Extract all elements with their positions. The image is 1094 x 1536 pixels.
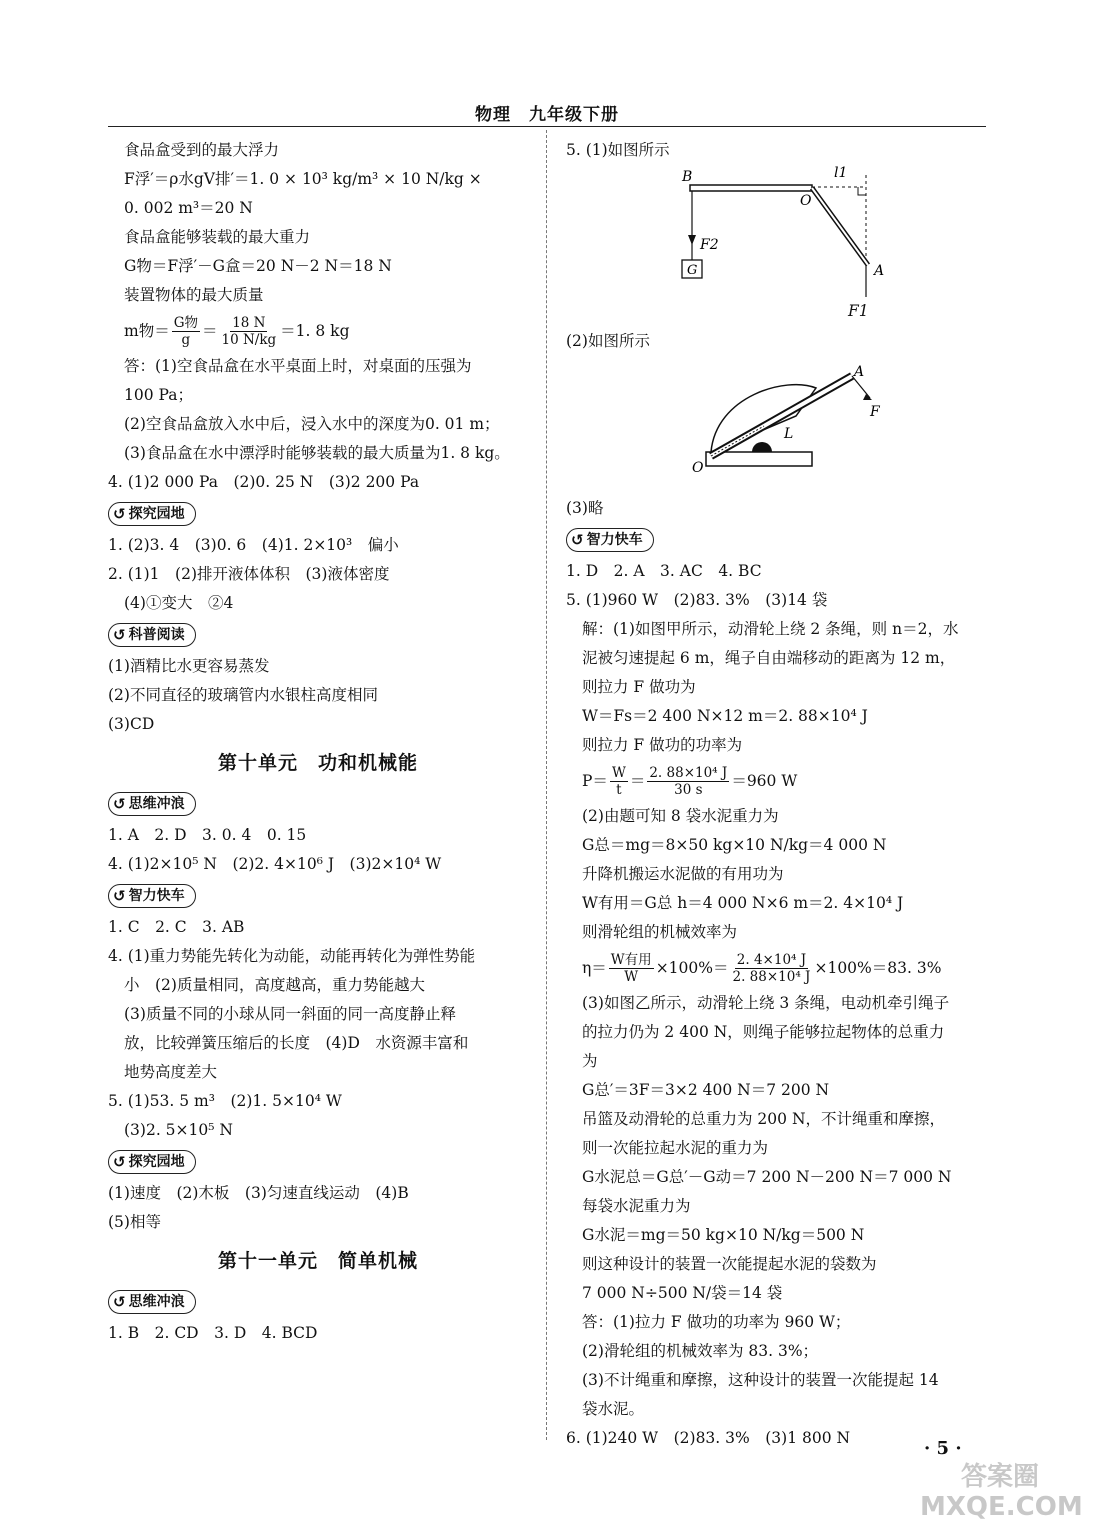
formula-rhs: ×100%＝83. 3% (814, 958, 942, 977)
formula-rhs: ＝960 W (731, 771, 798, 790)
answer-line: 解：(1)如图甲所示，动滑轮上绕 2 条绳，则 n＝2，水 (582, 620, 959, 638)
answer-line: (2)如图所示 (566, 332, 650, 350)
formula-eq: ＝ (629, 771, 646, 790)
answer-line: G总＝mg＝8×50 kg×10 N/kg＝4 000 N (582, 836, 887, 854)
answer-line: (2)不同直径的玻璃管内水银柱高度相同 (108, 686, 378, 704)
answer-line: 则拉力 F 做功的功率为 (582, 736, 743, 754)
answer-line: (2)滑轮组的机械效率为 83. 3%； (582, 1342, 819, 1360)
answer-line: 5. (1)53. 5 m³ (2)1. 5×10⁴ W (108, 1092, 342, 1110)
section-label: 智力快车 (128, 887, 185, 904)
section-badge (108, 618, 528, 652)
answer-line: (1)速度 (2)木板 (3)匀速直线运动 (4)B (108, 1184, 409, 1202)
answer-line: 装置物体的最大质量 (124, 286, 264, 304)
answer-line: 升降机搬运水泥做的有用功为 (582, 865, 784, 883)
answer-line: 100 Pa； (124, 386, 193, 404)
answer-line: 4. (1)重力势能先转化为动能，动能再转化为弹性势能 (108, 947, 476, 965)
denominator: 30 s (674, 781, 703, 798)
label-F: F (870, 404, 880, 420)
watermark (920, 1462, 1083, 1532)
watermark-line: MXQE.COM (920, 1492, 1083, 1522)
answer-line: 则一次能拉起水泥的重力为 (582, 1139, 769, 1157)
fraction (220, 315, 279, 348)
section-badge (566, 523, 986, 557)
answer-line: 4. (1)2 000 Pa (2)0. 25 N (3)2 200 Pa (108, 473, 420, 491)
section-label: 探究园地 (128, 505, 185, 522)
answer-line: 1. (2)3. 4 (3)0. 6 (4)1. 2×10³ 偏小 (108, 536, 399, 554)
fraction (610, 765, 628, 798)
section-label: 思维冲浪 (128, 795, 185, 812)
answer-line: 袋水泥。 (582, 1400, 645, 1418)
answer-line: 6. (1)240 W (2)83. 3% (3)1 800 N (566, 1429, 851, 1447)
right-angle-mark (858, 187, 866, 195)
answer-line: (3)质量不同的小球从同一斜面的同一高度静止释 (124, 1005, 456, 1023)
section-label: 科普阅读 (128, 626, 185, 643)
answer-line: (2)空食品盒放入水中后，浸入水中的深度为0. 01 m； (124, 415, 500, 433)
answer-line: 5. (1)960 W (2)83. 3% (3)14 袋 (566, 591, 828, 609)
answer-line: 放，比较弹簧压缩后的长度 (4)D 水资源丰富和 (124, 1034, 469, 1052)
formula-rhs: ＝1. 8 kg (280, 321, 350, 340)
fraction (731, 952, 813, 985)
lever-diagram-2 (566, 356, 986, 494)
fraction (647, 765, 729, 798)
label-L: L (784, 426, 794, 442)
answer-line: 1. D 2. A 3. AC 4. BC (566, 562, 762, 580)
answer-line: (3)2. 5×10⁵ N (124, 1121, 233, 1139)
answer-line: G水泥＝mg＝50 kg×10 N/kg＝500 N (582, 1226, 865, 1244)
answer-line: 则这种设计的装置一次能提起水泥的袋数为 (582, 1255, 877, 1273)
lever-figure-1 (566, 165, 986, 297)
curl-arrow-icon: ↺ (571, 530, 584, 549)
f2-arrowhead (688, 235, 696, 245)
section-badge (108, 497, 528, 531)
answer-line: G物＝F浮′－G盒＝20 N－2 N＝18 N (124, 257, 392, 275)
answer-line: 小 (2)质量相同，高度越高，重力势能越大 (124, 976, 425, 994)
label-l1: l1 (834, 165, 848, 181)
page-number: · 5 · (924, 1438, 962, 1459)
numerator: G物 (173, 314, 198, 331)
answer-line: 5. (1)如图所示 (566, 141, 670, 159)
section-label: 思维冲浪 (128, 1293, 185, 1310)
label-A: A (874, 263, 885, 279)
column-divider (546, 130, 547, 1440)
fig1-bottom (566, 297, 986, 327)
fraction (172, 315, 200, 348)
section-badge (108, 787, 528, 821)
curl-arrow-icon: ↺ (113, 886, 126, 905)
formula-power (566, 760, 986, 802)
fulcrum (752, 442, 772, 452)
answer-line: 1. C 2. C 3. AB (108, 918, 245, 936)
section-label: 探究园地 (128, 1153, 185, 1170)
formula-lhs: m物＝ (124, 321, 170, 340)
curl-arrow-icon: ↺ (113, 504, 126, 523)
answer-line: 的拉力仍为 2 400 N，则绳子能够拉起物体的总重力 (582, 1023, 945, 1041)
answer-line: (3)略 (566, 499, 604, 517)
answer-line: 答：(1)拉力 F 做功的功率为 960 W； (582, 1313, 851, 1331)
denominator: 2. 88×10⁴ J (732, 968, 811, 985)
numerator: 18 N (232, 314, 266, 331)
label-F1: F1 (848, 302, 869, 320)
label-O: O (800, 193, 812, 209)
answer-line: W＝Fs＝2 400 N×12 m＝2. 88×10⁴ J (582, 707, 868, 725)
answer-line: (3)食品盒在水中漂浮时能够装载的最大质量为1. 8 kg。 (124, 444, 510, 462)
curl-arrow-icon: ↺ (113, 1152, 126, 1171)
header-rule (108, 126, 986, 127)
left-column (108, 136, 528, 1348)
answer-line: 4. (1)2×10⁵ N (2)2. 4×10⁶ J (3)2×10⁴ W (108, 855, 442, 873)
formula-efficiency (566, 947, 986, 989)
answer-line: (5)相等 (108, 1213, 161, 1231)
answer-line: (3)如图乙所示，动滑轮上绕 3 条绳，电动机牵引绳子 (582, 994, 950, 1012)
formula-lhs: η＝ (582, 958, 607, 977)
right-column (566, 136, 986, 1453)
numerator: 2. 88×10⁴ J (649, 764, 728, 781)
lever-arm (690, 185, 812, 191)
section-badge (108, 879, 528, 913)
section-badge (108, 1145, 528, 1179)
curl-arrow-icon: ↺ (113, 1292, 126, 1311)
answer-line: 1. B 2. CD 3. D 4. BCD (108, 1324, 318, 1342)
denominator: t (616, 781, 622, 798)
answer-line: F浮′＝ρ水gV排′＝1. 0 × 10³ kg/m³ × 10 N/kg × (124, 170, 482, 188)
answer-line: (2)由题可知 8 袋水泥重力为 (582, 807, 779, 825)
numerator: 2. 4×10⁴ J (736, 951, 807, 968)
numerator: W有用 (610, 951, 652, 968)
lever-bent-arm-inner (812, 188, 868, 265)
label-B: B (682, 169, 693, 185)
unit-title: 第十一单元 简单机械 (217, 1250, 418, 1272)
answer-line: (3)不计绳重和摩擦，这种设计的装置一次能提起 14 (582, 1371, 939, 1389)
label-O: O (692, 460, 704, 476)
formula-lhs: P＝ (582, 771, 608, 790)
answer-line: G水泥总＝G总′－G动＝7 200 N－200 N＝7 000 N (582, 1168, 952, 1186)
answer-line: 食品盒能够装载的最大重力 (124, 228, 311, 246)
answer-line: 0. 002 m³＝20 N (124, 199, 253, 217)
answer-line: 则滑轮组的机械效率为 (582, 923, 738, 941)
label-G: G (687, 263, 698, 278)
formula-eq: ＝ (202, 321, 218, 340)
answer-line: 吊篮及动滑轮的总重力为 200 N，不计绳重和摩擦， (582, 1110, 946, 1128)
formula-mid: ×100%＝ (655, 958, 729, 977)
label-F2: F2 (700, 237, 719, 253)
formula-mass (108, 310, 528, 352)
curl-arrow-icon: ↺ (113, 625, 126, 644)
answer-line: 7 000 N÷500 N/袋＝14 袋 (582, 1284, 783, 1302)
handle-body (711, 385, 816, 452)
section-label: 智力快车 (586, 531, 643, 548)
answer-line: 地势高度差大 (124, 1063, 218, 1081)
answer-line: (1)酒精比水更容易蒸发 (108, 657, 270, 675)
answer-line: G总′＝3F＝3×2 400 N＝7 200 N (582, 1081, 830, 1099)
fraction (609, 952, 654, 985)
numerator: W (611, 764, 626, 781)
lever-figure-2 (566, 356, 986, 494)
section-badge (108, 1285, 528, 1319)
denominator: 10 N/kg (221, 331, 277, 348)
lever-diagram-1 (566, 165, 986, 297)
denominator: W (624, 968, 639, 985)
answer-line: 1. A 2. D 3. 0. 4 0. 15 (108, 826, 307, 844)
answer-line: W有用＝G总 h＝4 000 N×6 m＝2. 4×10⁴ J (582, 894, 904, 912)
unit-title: 第十单元 功和机械能 (217, 752, 418, 774)
answer-line: 为 (582, 1052, 598, 1070)
watermark-line: 答案圈 (960, 1462, 1039, 1492)
answer-line: 答：(1)空食品盒在水平桌面上时，对桌面的压强为 (124, 357, 472, 375)
answer-line: 食品盒受到的最大浮力 (124, 141, 280, 159)
answer-line: (3)CD (108, 715, 155, 733)
answer-line: (4)①变大 ②4 (124, 594, 234, 612)
answer-line: 每袋水泥重力为 (582, 1197, 691, 1215)
curl-arrow-icon: ↺ (113, 794, 126, 813)
answer-line: 泥被匀速提起 6 m，绳子自由端移动的距离为 12 m， (582, 649, 956, 667)
answer-line: 2. (1)1 (2)排开液体体积 (3)液体密度 (108, 565, 390, 583)
answer-line: 则拉力 F 做功为 (582, 678, 696, 696)
denominator: g (181, 331, 191, 348)
page-header-title: 物理 九年级下册 (475, 105, 619, 125)
label-A: A (854, 364, 865, 380)
